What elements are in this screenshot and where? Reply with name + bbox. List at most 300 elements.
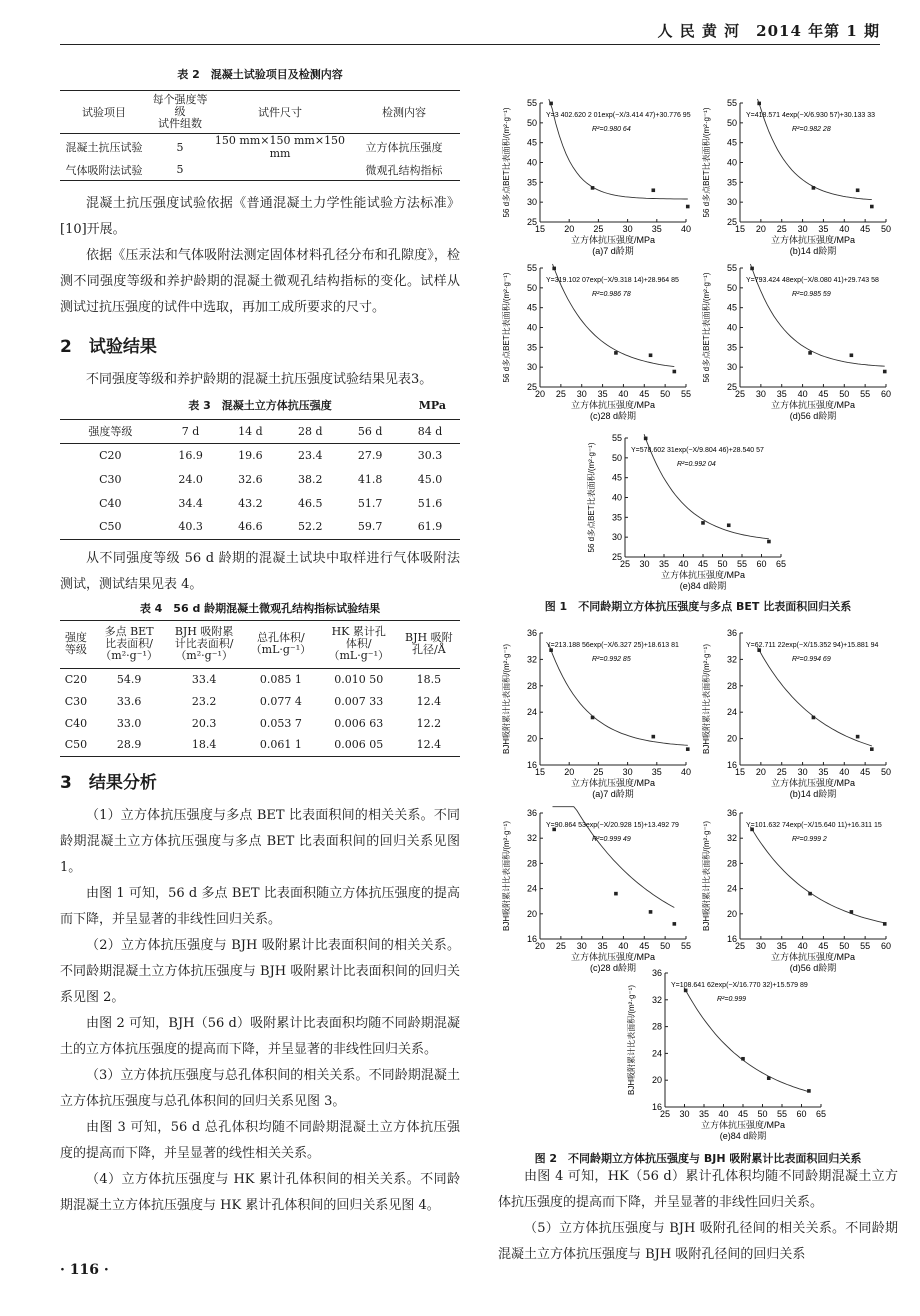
data-point [850, 353, 854, 357]
fig2-chart-b [700, 625, 900, 803]
y-tick-label: 36 [726, 628, 737, 638]
y-axis-label: 56 d多点BET比表面积/(m²·g⁻¹) [702, 272, 711, 383]
y-tick-label: 35 [526, 177, 537, 188]
data-point [807, 1089, 811, 1093]
data-point [651, 188, 655, 192]
y-tick-label: 24 [726, 707, 737, 718]
t2-header: 试件尺寸 [258, 106, 302, 119]
x-tick-label: 15 [734, 767, 746, 777]
page-header [60, 18, 880, 45]
y-tick-label: 25 [726, 382, 737, 392]
y-tick-label: 32 [526, 654, 537, 665]
y-tick-label: 40 [526, 322, 537, 333]
x-axis-label: 立方体抗压强度/MPa [570, 235, 656, 245]
r2-label: R²=0.999 49 [592, 836, 631, 843]
t2-cell: 5 [176, 163, 184, 177]
data-point [644, 437, 648, 441]
x-tick-label: 50 [839, 389, 850, 399]
t2-header: 试验项目 [82, 106, 126, 119]
y-tick-label: 35 [726, 342, 737, 353]
y-tick-label: 20 [726, 733, 737, 744]
t3-cell: C30 [99, 472, 122, 486]
t4-header: BJH 吸附累 计比表面积/ （m²·g⁻¹） [174, 625, 234, 662]
t4-cell: C30 [64, 694, 88, 708]
y-tick-label: 55 [726, 98, 737, 108]
data-point [767, 540, 771, 544]
x-tick-label: 35 [651, 767, 662, 777]
y-tick-label: 28 [726, 680, 737, 691]
y-tick-label: 45 [611, 472, 622, 483]
y-tick-label: 30 [526, 197, 537, 208]
y-tick-label: 16 [726, 934, 737, 944]
x-tick-label: 45 [818, 389, 829, 399]
fig1-chart-d [700, 260, 900, 425]
section-heading: 2 试验结果 [60, 336, 157, 357]
y-tick-label: 30 [726, 197, 737, 208]
data-point [591, 186, 595, 190]
y-tick-label: 25 [611, 552, 622, 562]
x-tick-label: 60 [796, 1109, 807, 1119]
x-tick-label: 40 [618, 941, 629, 951]
data-point [741, 1057, 745, 1061]
x-tick-label: 50 [880, 767, 892, 777]
equation-label: Y=578.602 31exp(−X/9.804 46)+28.540 57 [631, 447, 764, 454]
data-point [856, 735, 860, 739]
y-tick-label: 35 [611, 512, 622, 523]
paragraph: 从不同强度等级 56 d 龄期的混凝土试块中取样进行气体吸附法测试，测试结果见表 4。 [60, 550, 460, 592]
chart-title: (b)14 d龄期 [789, 789, 837, 799]
x-tick-label: 40 [839, 767, 850, 777]
t3-cell: 34.4 [178, 496, 203, 510]
left-column [60, 60, 460, 1219]
paragraph: 依据《压汞法和气体吸附法测定固体材料孔径分布和孔隙度》，检测不同强度等级和养护龄期的混凝土微观孔结构指标的变化。试样从测试过抗压强度的试件中选取，再加工成所要求的尺寸。 [60, 247, 460, 315]
x-tick-label: 40 [718, 1109, 729, 1119]
t3-cell: 19.6 [238, 448, 263, 462]
r2-label: R²=0.986 78 [592, 291, 631, 298]
x-tick-label: 40 [680, 224, 692, 234]
t2-cell: 立方体抗压强度 [365, 141, 443, 154]
equation-label: Y=108.641 62exp(−X/16.770 32)+15.579 89 [671, 982, 808, 989]
y-axis-label: 56 d多点BET比表面积/(m²·g⁻¹) [587, 442, 596, 553]
data-point [767, 1076, 771, 1080]
x-tick-label: 25 [555, 941, 566, 951]
x-tick-label: 25 [659, 1109, 671, 1119]
t4-cell: 0.077 4 [259, 694, 302, 708]
t4-cell: 54.9 [116, 672, 142, 686]
fig1-chart-a [500, 95, 700, 260]
x-tick-label: 20 [564, 224, 575, 234]
t4-cell: C50 [64, 738, 88, 752]
r2-label: R²=0.999 2 [792, 836, 827, 843]
t2-cell: 微观孔结构指标 [365, 163, 443, 177]
t4-cell: 33.6 [116, 694, 142, 708]
data-point [591, 716, 595, 720]
y-tick-label: 50 [526, 117, 537, 128]
data-point [727, 523, 731, 527]
y-tick-label: 50 [526, 282, 537, 293]
t4-header: BJH 吸附 孔径/Å [405, 631, 453, 656]
data-point [686, 205, 690, 209]
t2-cell: 5 [176, 140, 184, 154]
t4-cell: 28.9 [116, 738, 142, 752]
x-tick-label: 30 [797, 767, 808, 777]
x-tick-label: 55 [860, 389, 871, 399]
t4-cell: 0.053 7 [259, 716, 302, 730]
x-tick-label: 50 [839, 941, 850, 951]
paragraph: 由图 2 可知，BJH（56 d）吸附累计比表面积均随不同龄期混凝土的立方体抗压强度的提高而下降，并呈显著的非线性回归关系。 [60, 1015, 460, 1057]
x-tick-label: 40 [797, 389, 808, 399]
x-tick-label: 25 [593, 767, 604, 777]
chart-title: (e)84 d龄期 [719, 1131, 767, 1141]
t4-cell: C20 [64, 672, 88, 686]
t4-cell: 0.085 1 [259, 672, 302, 686]
x-tick-label: 35 [658, 559, 670, 569]
equation-label: Y=793.424 48exp(−X/8.080 41)+29.743 58 [746, 277, 879, 284]
x-tick-label: 35 [776, 389, 787, 399]
y-tick-label: 20 [651, 1075, 662, 1086]
y-tick-label: 36 [651, 968, 662, 978]
y-tick-label: 55 [611, 433, 622, 443]
y-tick-label: 40 [526, 157, 537, 168]
y-tick-label: 40 [726, 157, 737, 168]
x-tick-label: 60 [880, 941, 892, 951]
equation-label: Y=90.864 53exp(−X/20.928 15)+13.492 79 [546, 822, 679, 829]
y-tick-label: 32 [526, 833, 537, 844]
fit-curve [684, 987, 809, 1091]
data-point [686, 747, 690, 751]
y-tick-label: 36 [726, 808, 737, 818]
t3-header: 84 d [417, 424, 443, 438]
equation-label: Y=418.571 4exp(−X/6.930 57)+30.133 33 [746, 112, 876, 119]
chart-title: (e)84 d龄期 [679, 581, 727, 591]
fig1-caption: 图 1 不同龄期立方体抗压强度与多点 BET 比表面积回归关系 [544, 600, 852, 613]
t3-cell: 46.6 [238, 520, 263, 534]
x-tick-label: 65 [775, 559, 787, 569]
y-tick-label: 16 [526, 760, 537, 770]
x-tick-label: 30 [639, 559, 650, 569]
y-tick-label: 55 [526, 98, 537, 108]
data-point [549, 102, 553, 106]
data-point [808, 892, 812, 896]
data-point [649, 910, 653, 914]
y-tick-label: 28 [726, 858, 737, 869]
x-tick-label: 60 [756, 559, 767, 569]
chart-title: (a)7 d龄期 [592, 789, 634, 799]
x-tick-label: 25 [734, 941, 746, 951]
r2-label: R²=0.985 59 [792, 291, 831, 298]
y-tick-label: 32 [726, 833, 737, 844]
data-point [812, 186, 816, 190]
y-tick-label: 16 [526, 934, 537, 944]
x-tick-label: 30 [622, 767, 633, 777]
table4-caption: 表 4 56 d 龄期混凝土微观孔结构指标试验结果 [139, 601, 381, 615]
x-tick-label: 65 [815, 1109, 827, 1119]
x-tick-label: 25 [776, 767, 787, 777]
t3-cell: 16.9 [178, 448, 203, 462]
data-point [808, 351, 812, 355]
chart-title: (c)28 d龄期 [589, 411, 637, 421]
y-tick-label: 35 [526, 342, 537, 353]
x-tick-label: 40 [839, 224, 850, 234]
table2 [60, 90, 460, 181]
t3-cell: 59.7 [357, 520, 383, 534]
fig2-chart-d [700, 805, 900, 977]
y-tick-label: 36 [526, 628, 537, 638]
x-tick-label: 35 [597, 941, 608, 951]
x-tick-label: 45 [697, 559, 709, 569]
data-point [614, 892, 618, 896]
t2-cell: 气体吸附法试验 [65, 163, 143, 177]
x-tick-label: 45 [737, 1109, 749, 1119]
equation-label: Y=62.711 22exp(−X/15.352 94)+15.881 94 [746, 642, 879, 649]
table4 [60, 620, 460, 757]
t2-cell: 150 mm×150 mm×150 mm [214, 134, 346, 160]
chart-title: (c)28 d龄期 [589, 963, 637, 973]
t3-header: 强度等级 [88, 425, 133, 438]
t3-cell: C20 [99, 448, 122, 462]
t3-header: 7 d [181, 424, 200, 438]
paragraph: （2）立方体抗压强度与 BJH 吸附累计比表面积间的相关关系。不同龄期混凝土立方体抗压强度与 BJH 吸附累计比表面积间的回归关系见图 2。 [60, 937, 460, 1005]
data-point [850, 910, 854, 914]
paragraph: （3）立方体抗压强度与总孔体积间的相关关系。不同龄期混凝土立方体抗压强度与总孔体积间的回归关系见图 3。 [60, 1067, 460, 1109]
table3-unit: MPa [418, 398, 446, 412]
x-tick-label: 15 [534, 767, 546, 777]
t3-cell: 23.4 [298, 448, 323, 462]
r2-label: R²=0.982 28 [792, 126, 831, 133]
r2-label: R²=0.980 64 [592, 126, 631, 133]
t3-cell: 41.8 [357, 472, 383, 486]
t4-cell: 12.2 [416, 716, 442, 730]
r2-label: R²=0.992 85 [592, 656, 631, 663]
y-tick-label: 16 [726, 760, 737, 770]
t3-cell: 24.0 [178, 472, 203, 486]
x-tick-label: 35 [818, 767, 829, 777]
t2-header: 每个强度等级 试件组数 [152, 93, 208, 130]
fig2-caption: 图 2 不同龄期立方体抗压强度与 BJH 吸附累计比表面积回归关系 [534, 1152, 862, 1165]
y-axis-label: BJH吸附累计比表面积/(m²·g⁻¹) [702, 821, 711, 931]
t3-cell: 61.9 [417, 520, 443, 534]
r2-label: R²=0.992 04 [677, 461, 716, 468]
data-point [673, 922, 677, 926]
y-tick-label: 30 [526, 362, 537, 373]
y-tick-label: 45 [526, 137, 537, 148]
data-point [651, 735, 655, 739]
t3-cell: 43.2 [238, 496, 263, 510]
x-tick-label: 50 [880, 224, 892, 234]
y-axis-label: BJH吸附累计比表面积/(m²·g⁻¹) [502, 821, 511, 931]
t2-cell [212, 160, 348, 180]
y-tick-label: 24 [526, 707, 537, 718]
section-heading: 3 结果分析 [60, 772, 157, 793]
y-tick-label: 45 [526, 302, 537, 313]
x-tick-label: 20 [755, 224, 766, 234]
x-tick-label: 40 [618, 389, 629, 399]
y-tick-label: 45 [726, 302, 737, 313]
x-tick-label: 25 [555, 389, 566, 399]
page-number: · 116 · [60, 1262, 109, 1278]
y-tick-label: 32 [651, 994, 662, 1005]
t3-cell: 30.3 [417, 448, 443, 462]
data-point [883, 370, 887, 374]
y-tick-label: 45 [726, 137, 737, 148]
data-point [856, 188, 860, 192]
y-axis-label: 56 d多点BET比表面积/(m²·g⁻¹) [502, 272, 511, 383]
t3-header: 14 d [238, 424, 263, 438]
t3-cell: 51.7 [357, 496, 383, 510]
data-point [614, 351, 618, 355]
y-tick-label: 24 [651, 1048, 662, 1059]
x-tick-label: 20 [564, 767, 575, 777]
data-point [673, 370, 677, 374]
chart-title: (b)14 d龄期 [789, 246, 837, 256]
y-tick-label: 25 [526, 382, 537, 392]
t4-cell: C40 [64, 716, 88, 730]
t2-header: 检测内容 [382, 106, 426, 119]
x-tick-label: 25 [593, 224, 604, 234]
x-tick-label: 15 [534, 224, 546, 234]
t4-cell: 0.010 50 [334, 672, 384, 686]
y-tick-label: 20 [726, 908, 737, 919]
t3-cell: 45.0 [417, 472, 443, 486]
x-tick-label: 55 [860, 941, 871, 951]
y-tick-label: 20 [526, 908, 537, 919]
x-axis-label: 立方体抗压强度/MPa [770, 400, 856, 410]
x-tick-label: 45 [639, 389, 650, 399]
t3-cell: C40 [99, 496, 122, 510]
equation-label: Y=3 402.620 2 01exp(−X/3.414 47)+30.776 95 [546, 112, 691, 119]
x-tick-label: 20 [755, 767, 766, 777]
data-point [812, 716, 816, 720]
x-axis-label: 立方体抗压强度/MPa [570, 778, 656, 788]
x-tick-label: 25 [776, 224, 787, 234]
y-axis-label: BJH吸附累计比表面积/(m²·g⁻¹) [627, 985, 636, 1095]
t4-cell: 0.007 33 [334, 694, 384, 708]
y-tick-label: 28 [526, 680, 537, 691]
paragraph: 由图 1 可知，56 d 多点 BET 比表面积随立方体抗压强度的提高而下降，并呈显著的非线性回归关系。 [60, 885, 460, 927]
x-axis-label: 立方体抗压强度/MPa [570, 400, 656, 410]
t4-cell: 0.006 63 [334, 716, 384, 730]
t4-header: HK 累计孔 体积/ （mL·g⁻¹） [328, 625, 389, 662]
x-tick-label: 60 [880, 389, 892, 399]
fig1-chart-e [585, 430, 795, 595]
table2-caption: 表 2 混凝土试验项目及检测内容 [177, 68, 343, 81]
t4-cell: 33.4 [191, 672, 217, 686]
t3-cell: 40.3 [178, 520, 203, 534]
y-tick-label: 40 [726, 322, 737, 333]
paragraph: （5）立方体抗压强度与 BJH 吸附孔径间的相关关系。不同龄期混凝土立方体抗压强度与 BJH 吸附孔径间的回归关系 [498, 1221, 898, 1262]
t4-cell: 18.5 [416, 672, 442, 686]
journal-title: 人 民 黄 河 2014 年第 1 期 [657, 22, 880, 40]
data-point [883, 922, 887, 926]
x-tick-label: 45 [860, 224, 871, 234]
y-axis-label: 56 d多点BET比表面积/(m²·g⁻¹) [502, 107, 511, 218]
t3-cell: 38.2 [298, 472, 323, 486]
t3-cell: 52.2 [298, 520, 323, 534]
x-tick-label: 30 [622, 224, 633, 234]
x-tick-label: 15 [734, 224, 746, 234]
fig1-chart-c [500, 260, 700, 425]
y-tick-label: 24 [526, 883, 537, 894]
data-point [870, 205, 874, 209]
x-tick-label: 50 [660, 941, 671, 951]
x-tick-label: 40 [797, 941, 808, 951]
x-tick-label: 30 [797, 224, 808, 234]
x-tick-label: 50 [757, 1109, 768, 1119]
y-tick-label: 55 [526, 263, 537, 273]
x-tick-label: 30 [755, 389, 766, 399]
chart-title: (d)56 d龄期 [789, 411, 837, 421]
y-tick-label: 40 [611, 492, 622, 503]
y-axis-label: 56 d多点BET比表面积/(m²·g⁻¹) [702, 107, 711, 218]
x-axis-label: 立方体抗压强度/MPa [570, 952, 656, 962]
equation-label: Y=101.632 74exp(−X/15.640 11)+16.311 15 [746, 822, 882, 829]
t3-cell: 27.9 [357, 448, 383, 462]
y-tick-label: 16 [651, 1102, 662, 1112]
y-tick-label: 50 [726, 117, 737, 128]
paragraph: 由图 3 可知，56 d 总孔体积均随不同龄期混凝土立方体抗压强度的提高而下降，并呈显著的线性相关关系。 [60, 1119, 460, 1161]
x-tick-label: 45 [818, 941, 829, 951]
t3-header: 56 d [357, 424, 383, 438]
t3-header: 28 d [298, 424, 323, 438]
fig1-chart-b [700, 95, 900, 260]
x-tick-label: 55 [680, 389, 692, 399]
x-tick-label: 50 [660, 389, 671, 399]
table3 [60, 419, 460, 540]
y-tick-label: 30 [611, 532, 622, 543]
equation-label: Y=319.102 07exp(−X/9.318 14)+28.964 85 [546, 277, 679, 284]
y-tick-label: 32 [726, 654, 737, 665]
t4-cell: 12.4 [416, 738, 442, 752]
y-tick-label: 36 [526, 808, 537, 818]
x-axis-label: 立方体抗压强度/MPa [770, 952, 856, 962]
x-tick-label: 40 [678, 559, 689, 569]
paragraph: 不同强度等级和养护龄期的混凝土抗压强度试验结果见表3。 [86, 371, 433, 387]
paragraph: （4）立方体抗压强度与 HK 累计孔体积间的相关关系。不同龄期混凝土立方体抗压强度与 HK 累计孔体积间的回归关系见图 4。 [60, 1171, 460, 1213]
x-tick-label: 30 [576, 389, 587, 399]
x-tick-label: 30 [755, 941, 766, 951]
x-tick-label: 25 [619, 559, 631, 569]
y-tick-label: 25 [726, 217, 737, 227]
fig2-chart-e [625, 965, 835, 1145]
t4-cell: 20.3 [191, 716, 217, 730]
x-tick-label: 35 [651, 224, 662, 234]
x-tick-label: 55 [736, 559, 748, 569]
t3-cell: 51.6 [417, 496, 443, 510]
data-point [684, 989, 688, 993]
x-axis-label: 立方体抗压强度/MPa [660, 570, 746, 580]
x-axis-label: 立方体抗压强度/MPa [770, 778, 856, 788]
t4-header: 总孔体积/ （mL·g⁻¹） [250, 631, 312, 656]
fig2-chart-c [500, 805, 700, 977]
x-tick-label: 45 [639, 941, 650, 951]
fig2-chart-a [500, 625, 700, 803]
y-axis-label: BJH吸附累计比表面积/(m²·g⁻¹) [502, 644, 511, 754]
t2-cell: 混凝土抗压试验 [65, 141, 143, 154]
x-axis-label: 立方体抗压强度/MPa [770, 235, 856, 245]
t4-cell: 18.4 [191, 738, 217, 752]
paragraph: 混凝土抗压强度试验依据《普通混凝土力学性能试验方法标准》[10]开展。 [60, 195, 460, 237]
x-tick-label: 35 [597, 389, 608, 399]
x-tick-label: 55 [776, 1109, 788, 1119]
x-tick-label: 45 [860, 767, 871, 777]
t3-cell: 46.5 [298, 496, 323, 510]
y-tick-label: 35 [726, 177, 737, 188]
y-tick-label: 30 [726, 362, 737, 373]
x-tick-label: 35 [776, 941, 787, 951]
chart-title: (a)7 d龄期 [592, 246, 634, 256]
equation-label: Y=213.188 56exp(−X/6.327 25)+18.613 81 [546, 642, 679, 649]
t4-cell: 0.006 05 [334, 738, 384, 752]
